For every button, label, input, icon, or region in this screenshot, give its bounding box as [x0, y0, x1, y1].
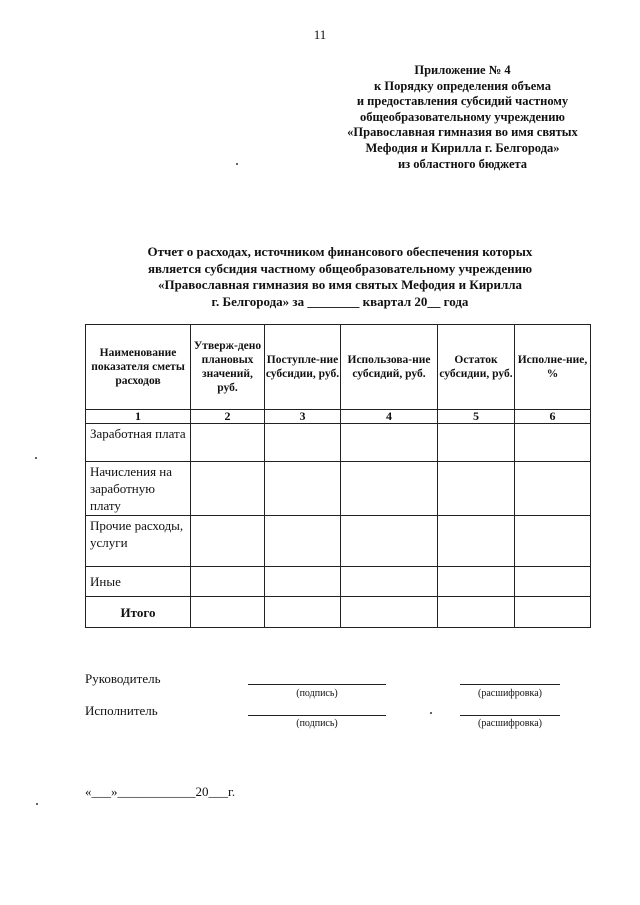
table-row [86, 567, 591, 597]
row-name: Итого [86, 597, 191, 628]
appendix-line: «Православная гимназия во имя святых [347, 125, 578, 140]
appendix-line: к Порядку определения объема [374, 78, 551, 93]
table-cell [515, 597, 591, 628]
table-cell [341, 462, 438, 516]
report-title-line: «Православная гимназия во имя святых Мефодия и Кирилла [157, 277, 523, 292]
table-cell [341, 567, 438, 597]
table-cell [515, 462, 591, 516]
table-cell [438, 597, 515, 628]
appendix-line: и предоставления субсидий частному [356, 94, 569, 109]
table-row [86, 462, 591, 516]
signature-caption: (подпись) [296, 718, 338, 729]
head-decoding-line [460, 683, 560, 685]
column-number-row [86, 410, 591, 424]
report-title-line: является субсидия частному общеобразовательному учреждению [147, 260, 533, 276]
scan-speck [36, 803, 38, 805]
signature-caption: (подпись) [296, 688, 338, 699]
appendix-line: общеобразовательному учреждению [360, 109, 565, 124]
expense-report-table [85, 324, 591, 628]
column-number: 2 [191, 410, 265, 424]
page-number: 11 [313, 27, 327, 42]
column-header: Использова-ние субсидий, руб. [341, 325, 438, 410]
table-cell [515, 516, 591, 567]
appendix-line: Мефодия и Кирилла г. Белгорода» [365, 140, 560, 155]
head-signature-line [248, 683, 386, 685]
table-cell [191, 462, 265, 516]
table-cell [265, 597, 341, 628]
total-row [86, 597, 591, 628]
column-number: 5 [438, 410, 515, 424]
table-cell [265, 424, 341, 462]
row-name: Заработная плата [86, 424, 191, 462]
table-cell [191, 424, 265, 462]
column-header: Утверж-дено плановых значений, руб. [191, 325, 265, 410]
report-title-line: Отчет о расходах, источником финансового обеспечения которых [147, 244, 533, 259]
table-cell [515, 567, 591, 597]
table-header-row [86, 325, 591, 410]
row-name: Начисления на заработную плату [86, 462, 191, 516]
date-line: «___»____________20___г. [85, 784, 236, 799]
column-header: Наименование показателя сметы расходов [86, 325, 191, 410]
column-number: 1 [86, 410, 191, 424]
table-cell [515, 424, 591, 462]
row-name: Прочие расходы, услуги [86, 516, 191, 567]
appendix-header [300, 63, 625, 172]
column-number: 4 [341, 410, 438, 424]
scan-speck [35, 457, 37, 459]
column-header: Поступле-ние субсидии, руб. [265, 325, 341, 410]
column-number: 6 [515, 410, 591, 424]
scan-speck [430, 712, 432, 714]
table-cell [341, 516, 438, 567]
table-cell [341, 424, 438, 462]
table-cell [438, 462, 515, 516]
head-label: Руководитель [85, 671, 161, 686]
table-cell [191, 597, 265, 628]
table-cell [191, 516, 265, 567]
table-cell [341, 597, 438, 628]
report-title [90, 244, 590, 310]
appendix-line: Приложение № 4 [414, 63, 511, 77]
decoding-caption: (расшифровка) [478, 718, 542, 729]
column-header: Остаток субсидии, руб. [438, 325, 515, 410]
table-row [86, 516, 591, 567]
column-header: Исполне-ние, % [515, 325, 591, 410]
scan-speck [236, 163, 238, 165]
table-cell [438, 424, 515, 462]
table-cell [438, 516, 515, 567]
executor-label: Исполнитель [85, 703, 158, 718]
table-cell [265, 462, 341, 516]
table-cell [191, 567, 265, 597]
executor-signature-line [248, 714, 386, 716]
row-name: Иные [86, 567, 191, 597]
report-title-line: г. Белгорода» за ________ квартал 20__ года [211, 293, 469, 309]
table-row [86, 424, 591, 462]
column-number: 3 [265, 410, 341, 424]
executor-decoding-line [460, 714, 560, 716]
table-cell [438, 567, 515, 597]
appendix-line: из областного бюджета [397, 156, 528, 171]
decoding-caption: (расшифровка) [478, 688, 542, 699]
table-cell [265, 567, 341, 597]
table-cell [265, 516, 341, 567]
